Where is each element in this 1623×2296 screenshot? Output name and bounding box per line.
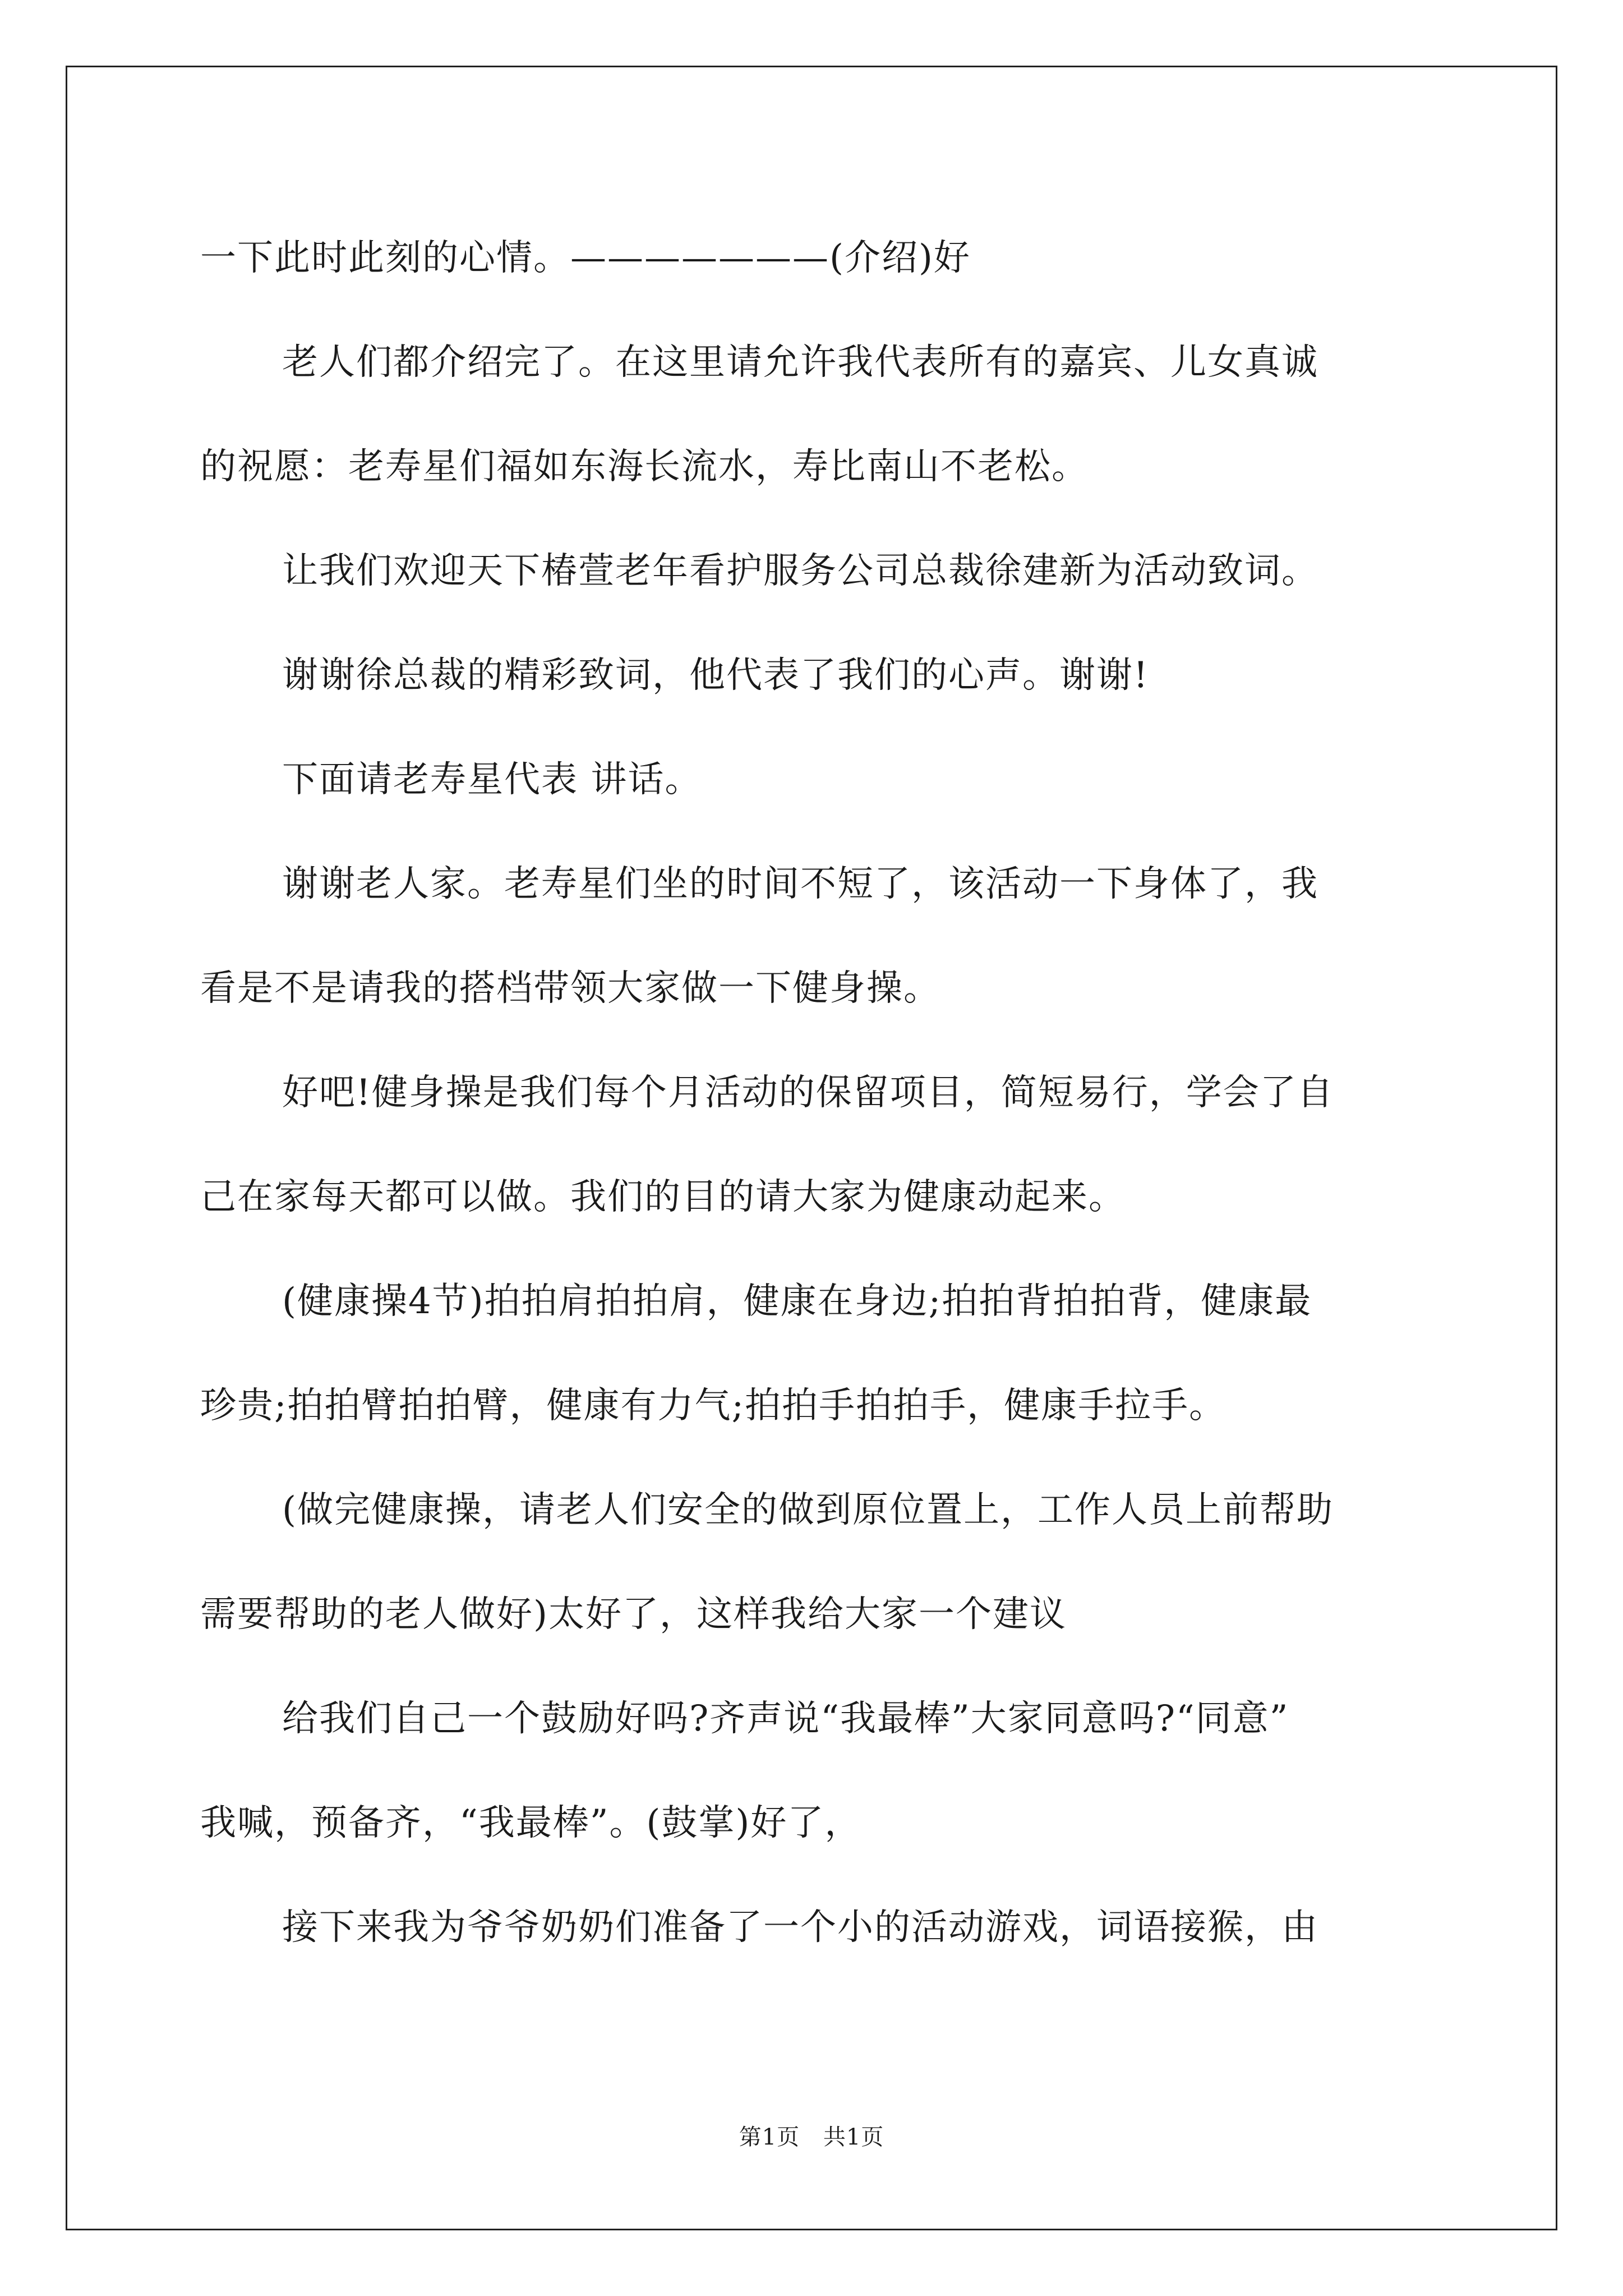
text-line-2: 老人们都介绍完了。在这里请允许我代表所有的嘉宾、儿女真诚 bbox=[282, 342, 1318, 383]
text-line-3: 的祝愿：老寿星们福如东海长流水，寿比南山不老松。 bbox=[200, 446, 1089, 487]
text-line-6: 下面请老寿星代表 讲话。 bbox=[282, 759, 702, 800]
text-line-17: 接下来我为爷爷奶奶们准备了一个小的活动游戏，词语接猴，由 bbox=[282, 1907, 1318, 1948]
text-line-9: 好吧!健身操是我们每个月活动的保留项目，简短易行，学会了自 bbox=[282, 1072, 1334, 1114]
text-line-8: 看是不是请我的搭档带领大家做一下健身操。 bbox=[200, 968, 940, 1009]
text-line-11: (健康操4节)拍拍肩拍拍肩，健康在身边;拍拍背拍拍背，健康最 bbox=[282, 1281, 1312, 1322]
text-line-4: 让我们欢迎天下椿萱老年看护服务公司总裁徐建新为活动致词。 bbox=[282, 550, 1318, 592]
text-line-10: 己在家每天都可以做。我们的目的请大家为健康动起来。 bbox=[200, 1176, 1126, 1218]
text-line-13: (做完健康操，请老人们安全的做到原位置上，工作人员上前帮助 bbox=[282, 1489, 1334, 1531]
text-line-7: 谢谢老人家。老寿星们坐的时间不短了，该活动一下身体了，我 bbox=[282, 863, 1318, 905]
text-line-5: 谢谢徐总裁的精彩致词，他代表了我们的心声。谢谢! bbox=[282, 655, 1149, 696]
text-line-14: 需要帮助的老人做好)太好了，这样我给大家一个建议 bbox=[200, 1594, 1067, 1635]
text-line-15: 给我们自己一个鼓励好吗?齐声说“我最棒”大家同意吗?“同意” bbox=[282, 1698, 1289, 1740]
text-line-1: 一下此时此刻的心情。———————(介绍)好 bbox=[200, 237, 971, 279]
page-total: 共1页 bbox=[823, 2124, 884, 2150]
page-number: 第1页 bbox=[739, 2124, 800, 2150]
document-body bbox=[200, 206, 1434, 1980]
page-footer bbox=[0, 2123, 1623, 2151]
text-line-12: 珍贵;拍拍臂拍拍臂，健康有力气;拍拍手拍拍手，健康手拉手。 bbox=[200, 1385, 1227, 1427]
text-line-16: 我喊，预备齐，“我最棒”。(鼓掌)好了， bbox=[200, 1802, 862, 1844]
